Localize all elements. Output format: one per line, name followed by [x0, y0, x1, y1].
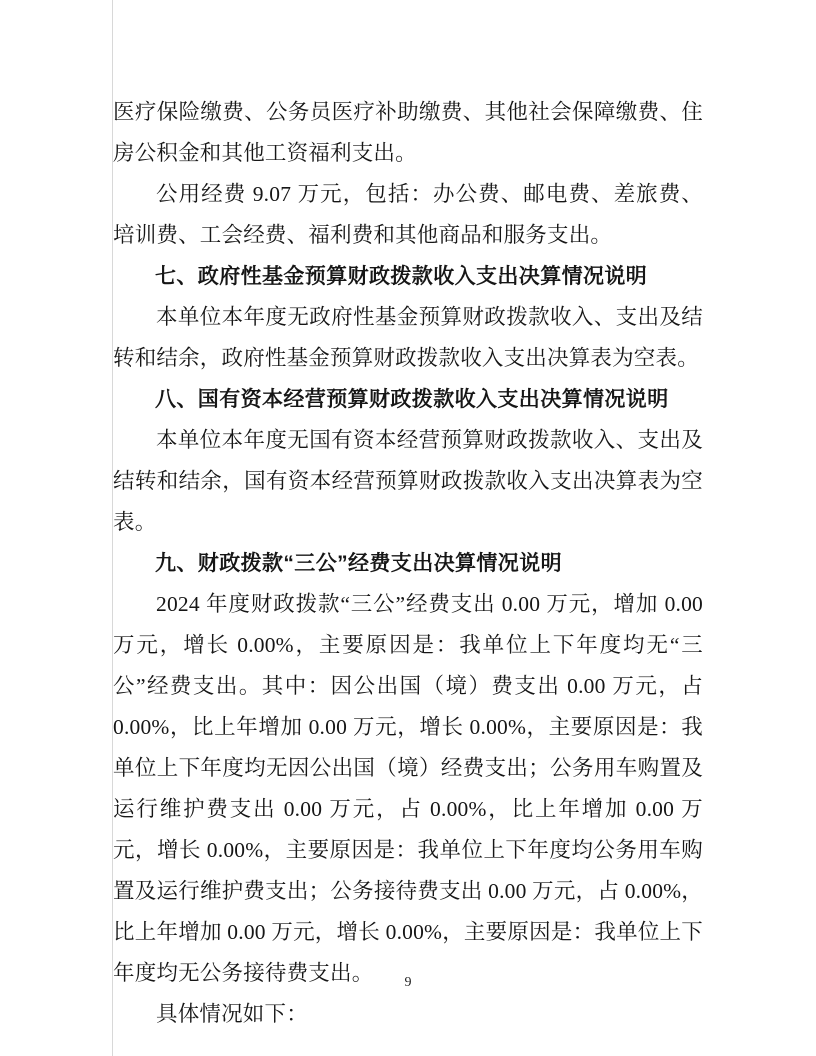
paragraph-section-seven-body: 本单位本年度无政府性基金预算财政拨款收入、支出及结转和结余，政府性基金预算财政拨款收入支出决算表为空表。 [113, 305, 703, 370]
heading-section-eight: 八、国有资本经营预算财政拨款收入支出决算情况说明 [155, 388, 669, 411]
paragraph-details-follow: 具体情况如下： [156, 1002, 308, 1026]
heading-section-nine: 九、财政拨款“三公”经费支出决算情况说明 [155, 552, 562, 575]
paragraph-section-nine-body: 2024 年度财政拨款“三公”经费支出 0.00 万元，增加 0.00 万元，增长 0.00%，主要原因是：我单位上下年度均无“三公”经费支出。其中：因公出国（境）费支出 0.00 万元，占 0.00%，比上年增加 0.00 万元，增长 0.00%，主要原因是：我单位上下年度均无因公出国（境）经费支出；公务用车购置及运行维护费支出 0.00 万元，占 0.00%，比上年增加 0.00 万元，增长 0.00%，主要原因是：我单位上下年度均公务用车购置及运行维护费支出；公务接待费支出 0.00 万元，占 0.00%，比上年增加 0.00 万元，增长 0.00%，主要原因是：我单位上下年度均无公务接待费支出。 [113, 592, 703, 985]
heading-section-seven: 七、政府性基金预算财政拨款收入支出决算情况说明 [155, 265, 648, 288]
page-content [113, 92, 703, 1035]
paragraph-section-eight-body: 本单位本年度无国有资本经营预算财政拨款收入、支出及结转和结余，国有资本经营预算财政拨款收入支出决算表为空表。 [113, 428, 703, 534]
paragraph-public-funds: 公用经费 9.07 万元，包括：办公费、邮电费、差旅费、培训费、工会经费、福利费和其他商品和服务支出。 [113, 182, 703, 247]
paragraph-social-insurance: 医疗保险缴费、公务员医疗补助缴费、其他社会保障缴费、住房公积金和其他工资福利支出。 [113, 100, 703, 165]
page-number: 9 [404, 975, 412, 990]
